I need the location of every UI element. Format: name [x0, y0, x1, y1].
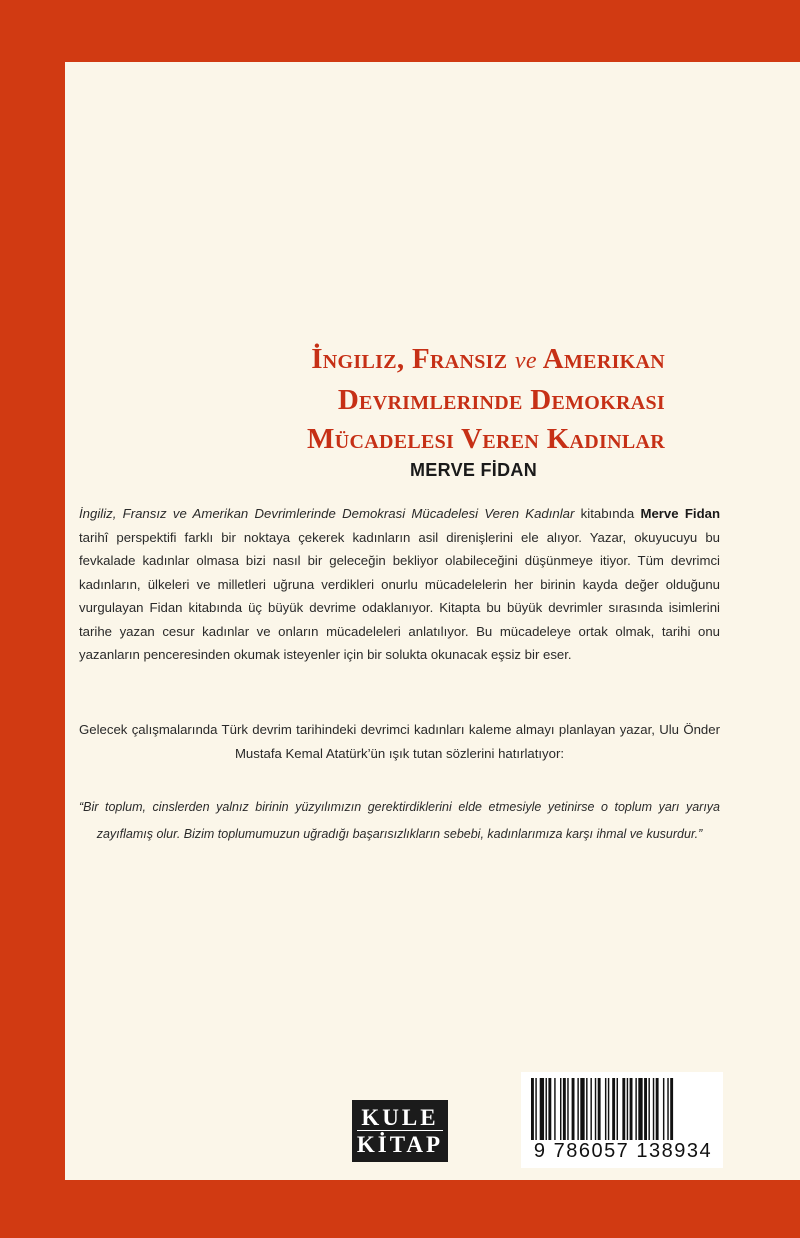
barcode-bar — [595, 1078, 596, 1140]
barcode-bar — [554, 1078, 555, 1140]
barcode-bar — [598, 1078, 601, 1140]
title-line-1-part-b: Amerikan — [542, 343, 665, 375]
barcode-bar — [580, 1078, 584, 1140]
title-line-1 — [65, 340, 665, 381]
barcode-bar — [546, 1078, 547, 1140]
publisher-logo — [352, 1100, 448, 1162]
inline-book-title: İngiliz, Fransız ve Amerikan Devrimlerinde Demokrasi Mücadelesi Veren Kadınlar — [79, 506, 575, 521]
barcode-bar — [670, 1078, 673, 1140]
barcode-bar — [605, 1078, 606, 1140]
isbn-barcode — [521, 1072, 723, 1168]
title-line-2: Devrimlerinde Demokrasi — [337, 384, 665, 416]
title-line-3: Mücadelesi Veren Kadınlar — [307, 423, 665, 455]
barcode-bar — [548, 1078, 551, 1140]
back-cover — [65, 62, 800, 1180]
title-line-1-part-a: İngiliz, Fransız — [311, 343, 508, 375]
barcode-bar — [630, 1078, 633, 1140]
barcode-bar — [586, 1078, 587, 1140]
barcode-bar — [540, 1078, 544, 1140]
barcode-bar — [648, 1078, 649, 1140]
barcode-bar — [560, 1078, 561, 1140]
barcode-bar — [667, 1078, 668, 1140]
barcode-bar — [577, 1078, 578, 1140]
description-rest: tarihî perspektifi farklı bir noktaya çekerek kadınların asil direnişlerini ele alıyor. Yazar, okuyucuyu bu fevkalade kadınlar olmasa bizi nasıl bir geleceğin bekliyor olabileceğini düşünmeye itiyor. Tüm devrimci kadınların, ülkeleri ve milletleri uğruna verdikleri onurlu mücadelelerin her birinin kayda değer olduğunu vurgulayan Fidan kitabında üç büyük devrime odaklanıyor. Kitapta bu büyük devrimler sırasında isimlerini tarihe yazan cesur kadınlar ve onların mücadeleleri anlatılıyor. Bu mücadeleye ortak olmak, tarihi onu yazanların penceresinden okumak isteyenler için bir solukta okunacak eşsiz bir eser. — [79, 529, 720, 662]
inline-author-name: Merve Fidan — [640, 506, 721, 521]
barcode-bar — [531, 1078, 534, 1140]
barcode-bar — [612, 1078, 615, 1140]
barcode-bars — [531, 1078, 713, 1140]
title-ve: ve — [514, 348, 537, 374]
barcode-bar — [656, 1078, 659, 1140]
barcode-bar — [653, 1078, 654, 1140]
barcode-bar — [627, 1078, 628, 1140]
author-name: MERVE FİDAN — [410, 460, 537, 480]
description-paragraph-2: Gelecek çalışmalarında Türk devrim tarihindeki devrimci kadınları kaleme almayı planlayan yazar, Ulu Önder Mustafa Kemal Atatürk’ün ışık tutan sözlerini hatırlatıyor: — [79, 722, 720, 761]
isbn-number: 9 786057 138934 — [533, 1140, 713, 1162]
ataturk-quote: “Bir toplum, cinslerden yalnız birinin yüzyılımızın gerektirdiklerini elde etmesiyle yetinirse o toplum yarı yarıya zayıflamış olur. Bizim toplumumuzun uğradığı başarısızlıkların sebebi, kadınlarımıza karşı ihmal ve kusurdur.” — [79, 800, 720, 841]
barcode-bar — [563, 1078, 566, 1140]
description-paragraph-1 — [79, 502, 720, 667]
barcode-bar — [644, 1078, 647, 1140]
barcode-bar — [635, 1078, 636, 1140]
logo-line-1: KULE — [361, 1104, 439, 1130]
barcode-bar — [638, 1078, 642, 1140]
connector-text: kitabında — [574, 506, 641, 521]
barcode-bar — [535, 1078, 536, 1140]
barcode-bar — [590, 1078, 591, 1140]
book-title — [65, 340, 665, 459]
logo-line-2: KİTAP — [356, 1131, 444, 1157]
barcode-bar — [622, 1078, 625, 1140]
barcode-bar — [617, 1078, 618, 1140]
barcode-bar — [608, 1078, 609, 1140]
barcode-bar — [663, 1078, 664, 1140]
barcode-bar — [572, 1078, 575, 1140]
barcode-bar — [567, 1078, 568, 1140]
